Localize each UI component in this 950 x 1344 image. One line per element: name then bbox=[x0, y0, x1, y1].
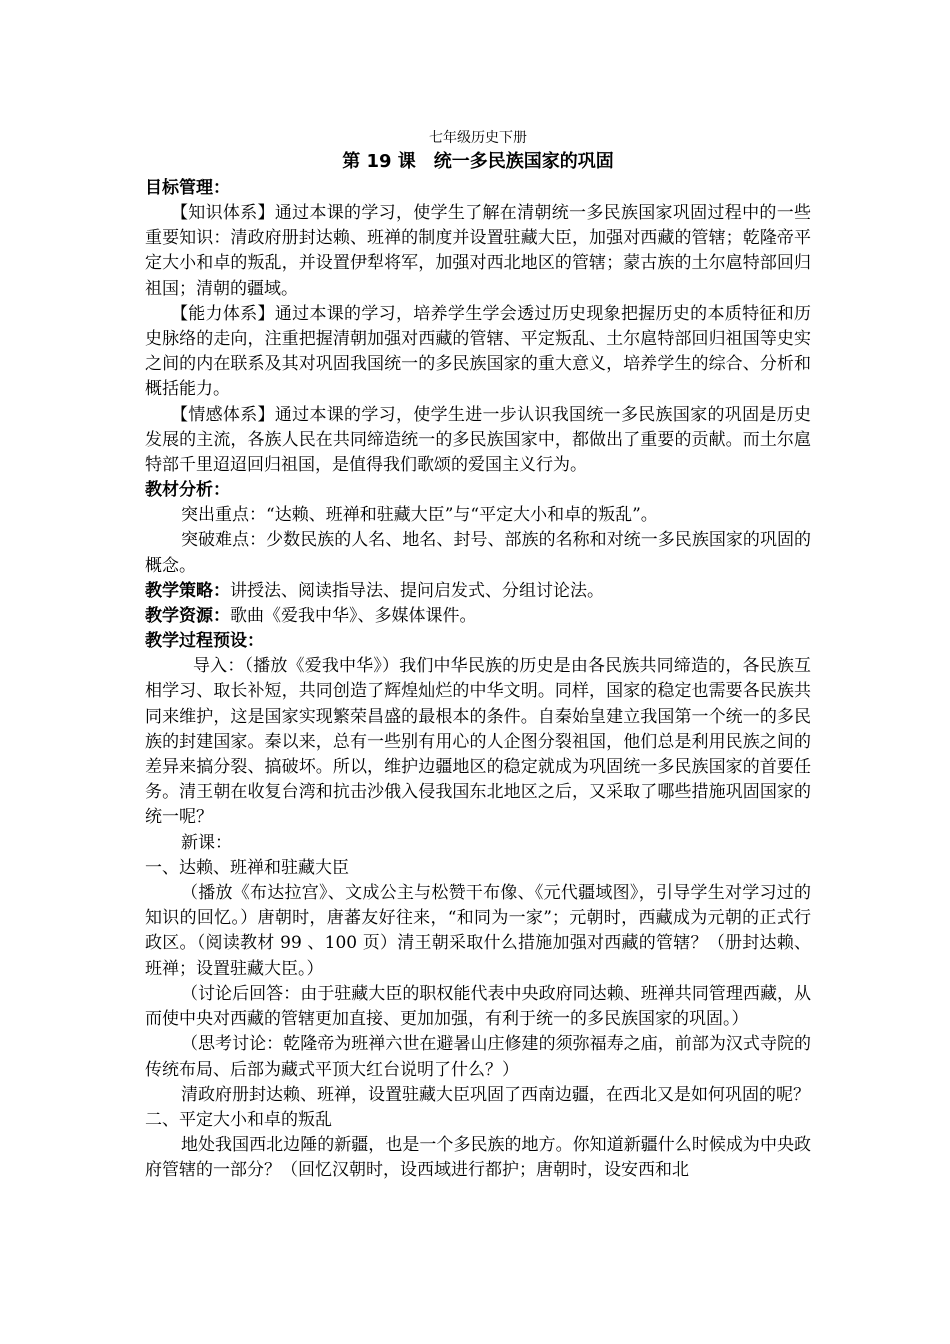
resources-label: 教学资源： bbox=[145, 606, 230, 627]
section1-paragraph-1: （播放《布达拉宫》、文成公主与松赞干布像、《元代疆域图》，引导学生对学习过的知识的回忆。）唐朝时，唐蕃友好往来，“和同为一家”；元朝时，西藏成为元朝的正式行政区。（阅读教材 99 、100 页）清王朝采取什么措施加强对西藏的管辖？（册封达赖、班禅；设置驻藏大臣。） bbox=[145, 883, 811, 979]
lesson-title: 第 19 课 统一多民族国家的巩固 bbox=[342, 151, 614, 172]
section1-paragraph-4: 清政府册封达赖、班禅，设置驻藏大臣巩固了西南边疆，在西北又是如何巩固的呢？ bbox=[181, 1084, 810, 1105]
book-title: 七年级历史下册 bbox=[429, 130, 527, 146]
intro-paragraph: 导入：（播放《爱我中华》）我们中华民族的历史是由各民族共同缔造的，各民族互相学习、取长补短，共同创造了辉煌灿烂的中华文明。同样，国家的稳定也需要各民族共同来维护，这是国家实现繁荣昌盛的最根本的条件。自秦始皇建立我国第一个统一的多民族的封建国家。秦以来，总有一些别有用心的人企图分裂祖国，他们总是利用民族之间的差异来搞分裂、搞破坏。所以，维护边疆地区的稳定就成为巩固统一多民族国家的首要任务。清王朝在收复台湾和抗击沙俄入侵我国东北地区之后，又采取了哪些措施巩固国家的统一呢？ bbox=[145, 656, 811, 828]
strategy-text: 讲授法、阅读指导法、提问启发式、分组讨论法。 bbox=[230, 580, 604, 601]
strategy-label: 教学策略： bbox=[145, 580, 230, 601]
process-heading: 教学过程预设： bbox=[145, 631, 264, 652]
difficulties-paragraph: 突破难点：少数民族的人名、地名、封号、部族的名称和对统一多民族国家的巩固的概念。 bbox=[145, 530, 811, 576]
resources-text: 歌曲《爱我中华》、多媒体课件。 bbox=[230, 606, 477, 627]
strategy-line bbox=[145, 579, 811, 604]
goals-heading: 目标管理： bbox=[145, 178, 230, 198]
knowledge-paragraph: 【知识体系】通过本课的学习，使学生了解在清朝统一多民族国家巩固过程中的一些重要知识：清政府册封达赖、班禅的制度并设置驻藏大臣，加强对西藏的管辖；乾隆帝平定大小和卓的叛乱，并设置伊犁将军，加强对西北地区的管辖；蒙古族的土尔扈特部回归祖国；清朝的疆域。 bbox=[145, 203, 811, 299]
section1-paragraph-2: （讨论后回答：由于驻藏大臣的职权能代表中央政府同达赖、班禅共同管理西藏，从而使中央对西藏的管辖更加直接、更加加强，有利于统一的多民族国家的巩固。） bbox=[145, 983, 811, 1030]
ability-paragraph: 【能力体系】通过本课的学习，培养学生学会透过历史现象把握历史的本质特征和历史脉络的走向，注重把握清朝加强对西藏的管辖、平定叛乱、土尔扈特部回归祖国等史实之间的内在联系及其对巩固我国统一的多民族国家的重大意义，培养学生的综合、分析和概括能力。 bbox=[145, 303, 811, 400]
section1-paragraph-3: （思考讨论：乾隆帝为班禅六世在避暑山庄修建的须弥福寿之庙，前部为汉式寺院的传统布局、后部为藏式平顶大红台说明了什么？） bbox=[145, 1034, 811, 1080]
section2-paragraph-1: 地处我国西北边陲的新疆，也是一个多民族的地方。你知道新疆什么时候成为中央政府管辖的一部分？（回忆汉朝时，设西域进行都护；唐朝时，设安西和北 bbox=[145, 1135, 811, 1181]
analysis-heading: 教材分析： bbox=[145, 480, 230, 501]
section2-title: 二、平定大小和卓的叛乱 bbox=[145, 1109, 332, 1130]
new-lesson-label: 新课： bbox=[181, 832, 232, 853]
emotion-paragraph: 【情感体系】通过本课的学习，使学生进一步认识我国统一多民族国家的巩固是历史发展的主流，各族人民在共同缔造统一的多民族国家中，都做出了重要的贡献。而土尔扈特部千里迢迢回归祖国，是值得我们歌颂的爱国主义行为。 bbox=[145, 404, 811, 476]
section1-title: 一、达赖、班禅和驻藏大臣 bbox=[145, 857, 349, 878]
resources-line bbox=[145, 604, 811, 629]
key-points-paragraph: 突出重点：“达赖、班禅和驻藏大臣”与“平定大小和卓的叛乱”。 bbox=[181, 505, 658, 526]
document-content bbox=[145, 128, 811, 1184]
